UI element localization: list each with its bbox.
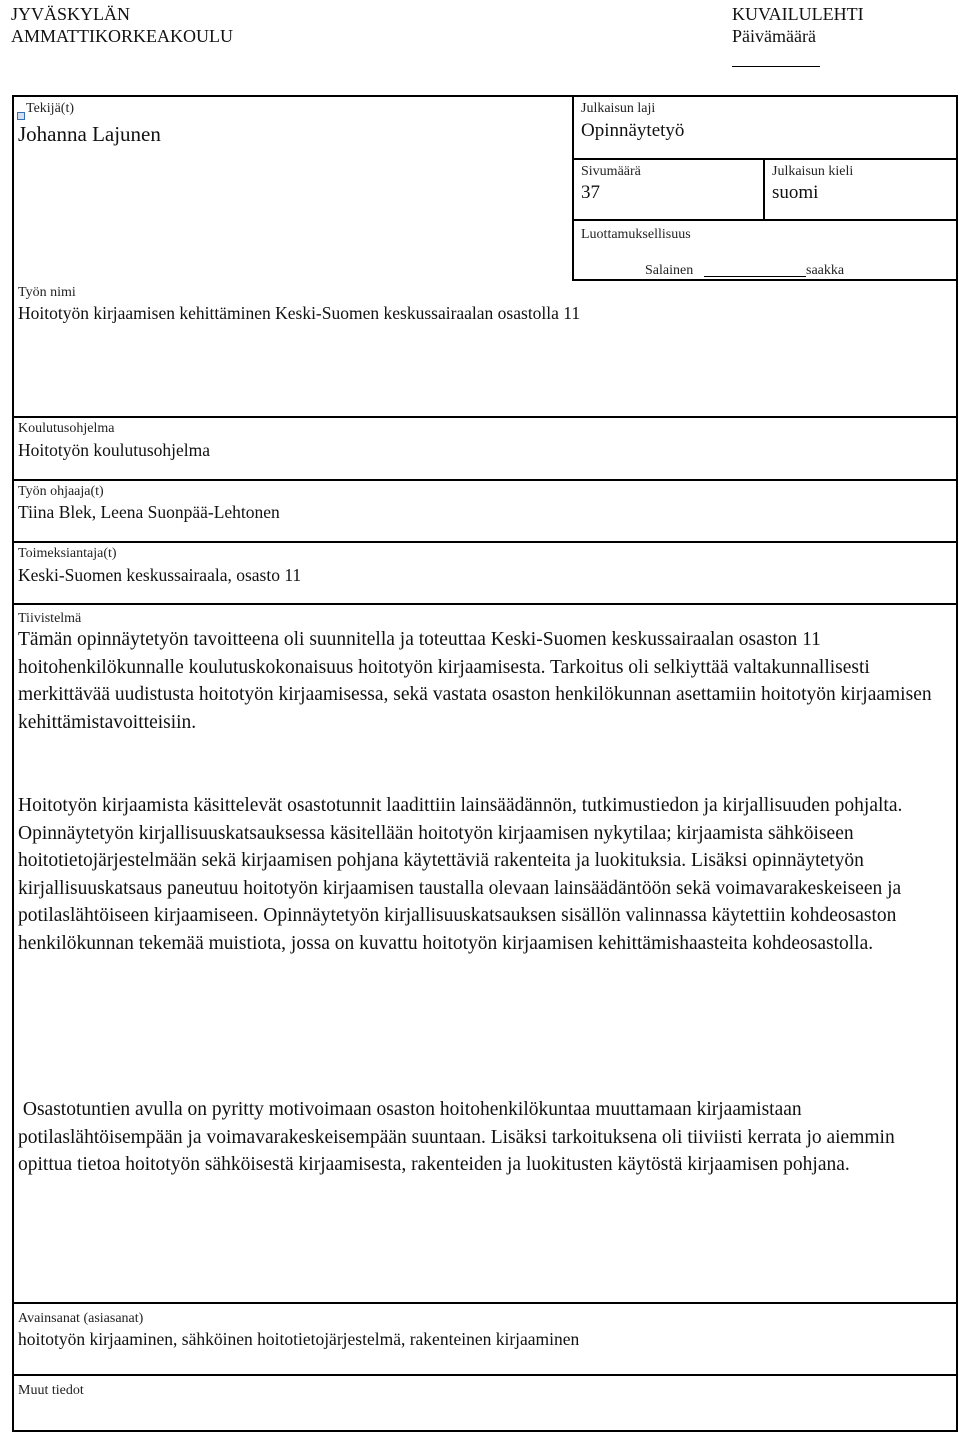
- abstract-text-3: Osastotuntien avulla on pyritty motivoimaan osaston hoitohenkilökuntaa muuttamaan kirjaamistaan potilaslähtöisempään ja voimavarakeskeisempään suuntaan. Lisäksi tarkoituksena oli tiiviisti kerrata jo aiemmin opittua tietoa hoitotyön sähköisestä kirjaamisesta, rakenteiden ja luokitusten käytöstä kirjaamisen pohjana.: [18, 1099, 900, 1175]
- keywords-label: Avainsanat (asiasanat): [18, 1311, 144, 1326]
- date-blank-line: [732, 66, 820, 67]
- pages-value: 37: [581, 182, 600, 203]
- abstract-paragraph-1: [18, 626, 940, 736]
- school-name-line2: AMMATTIKORKEAKOULU: [11, 26, 233, 46]
- right-block-bottom-border: [572, 279, 958, 281]
- document-type: KUVAILULEHTI: [732, 4, 864, 24]
- commissioner-divider: [12, 603, 958, 605]
- author-label: Tekijä(t): [26, 101, 74, 116]
- title-value: Hoitotyön kirjaamisen kehittäminen Keski-Suomen keskussairaalan osastolla 11: [18, 303, 581, 323]
- supervisor-value: Tiina Blek, Leena Suonpää-Lehtonen: [18, 502, 280, 522]
- title-label: Työn nimi: [18, 285, 76, 300]
- pages-language-divider: [763, 158, 765, 221]
- commissioner-value: Keski-Suomen keskussairaala, osasto 11: [18, 565, 302, 585]
- pages-label: Sivumäärä: [581, 164, 641, 179]
- abstract-text-2: Hoitotyön kirjaamista käsittelevät osastotunnit laadittiin lainsäädännön, tutkimustiedon ja kirjallisuuden pohjalta. Opinnäytetyön kirjallisuuskatsauksessa käsitellään hoitotyön kirjaamisen nykytilaa; kirjaamista sähköiseen hoitotietojärjestelmään sekä kirjaamisen pohjana käytettäviä rakenteita ja luokituksia. Lisäksi opinnäytetyön kirjallisuuskatsaus paneutuu hoitotyön kirjaamisen taustalla olevaan lainsäädäntöön sekä voimavarakeskeiseen ja potilaslähtöiseen kirjaamiseen. Opinnäytetyön kirjallisuuskatsauksen sisällön valinnassa käytettiin kohdeosaston henkilökunnan tekemää muistiota, jossa on kuvattu hoitotyön kirjaamisen kehittämishaasteita kohdeosastolla.: [18, 795, 903, 954]
- abstract-paragraph-3: [18, 1041, 940, 1206]
- keywords-divider: [12, 1374, 958, 1376]
- programme-divider: [12, 479, 958, 481]
- publication-type-value: Opinnäytetyö: [581, 120, 685, 141]
- confidentiality-secret: Salainen: [645, 263, 694, 278]
- other-info-label: Muut tiedot: [18, 1383, 84, 1398]
- field-marker-icon: [17, 112, 25, 120]
- date-label: Päivämäärä: [732, 26, 816, 46]
- programme-label: Koulutusohjelma: [18, 421, 115, 436]
- abstract-text-1: Tämän opinnäytetyön tavoitteena oli suunnitella ja toteuttaa Keski-Suomen keskussairaalan osaston 11 hoitohenkilökunnalle koulutuskokonaisuus hoitotyön kirjaamisesta. Tarkoitus oli selkiyttää valtakunnallisesti merkittävää uudistusta hoitotyön kirjaamisessa, sekä vastata osaston henkilökunnan asettamiin hoitotyön kirjaamisen kehittämistavoitteisiin.: [18, 629, 932, 733]
- keywords-value: hoitotyön kirjaaminen, sähköinen hoitotietojärjestelmä, rakenteinen kirjaaminen: [18, 1329, 580, 1349]
- title-divider: [12, 416, 958, 418]
- right-block-left-border: [572, 95, 574, 281]
- language-label: Julkaisun kieli: [772, 164, 854, 179]
- supervisor-label: Työn ohjaaja(t): [18, 484, 104, 499]
- supervisor-divider: [12, 541, 958, 543]
- abstract-label: Tiivistelmä: [18, 611, 82, 626]
- abstract-paragraph-2: [18, 792, 940, 957]
- language-value: suomi: [772, 182, 819, 203]
- confidentiality-until-line: [704, 276, 806, 277]
- pubtype-divider: [572, 158, 958, 160]
- confidentiality-label: Luottamuksellisuus: [581, 227, 691, 242]
- publication-type-label: Julkaisun laji: [581, 101, 656, 116]
- form-frame: [12, 95, 958, 1432]
- abstract-divider: [12, 1302, 958, 1304]
- commissioner-label: Toimeksiantaja(t): [18, 546, 117, 561]
- confidentiality-until: saakka: [806, 263, 845, 278]
- author-value: Johanna Lajunen: [18, 122, 161, 146]
- school-name-line1: JYVÄSKYLÄN: [11, 4, 131, 24]
- programme-value: Hoitotyön koulutusohjelma: [18, 440, 211, 460]
- pages-divider: [572, 219, 958, 221]
